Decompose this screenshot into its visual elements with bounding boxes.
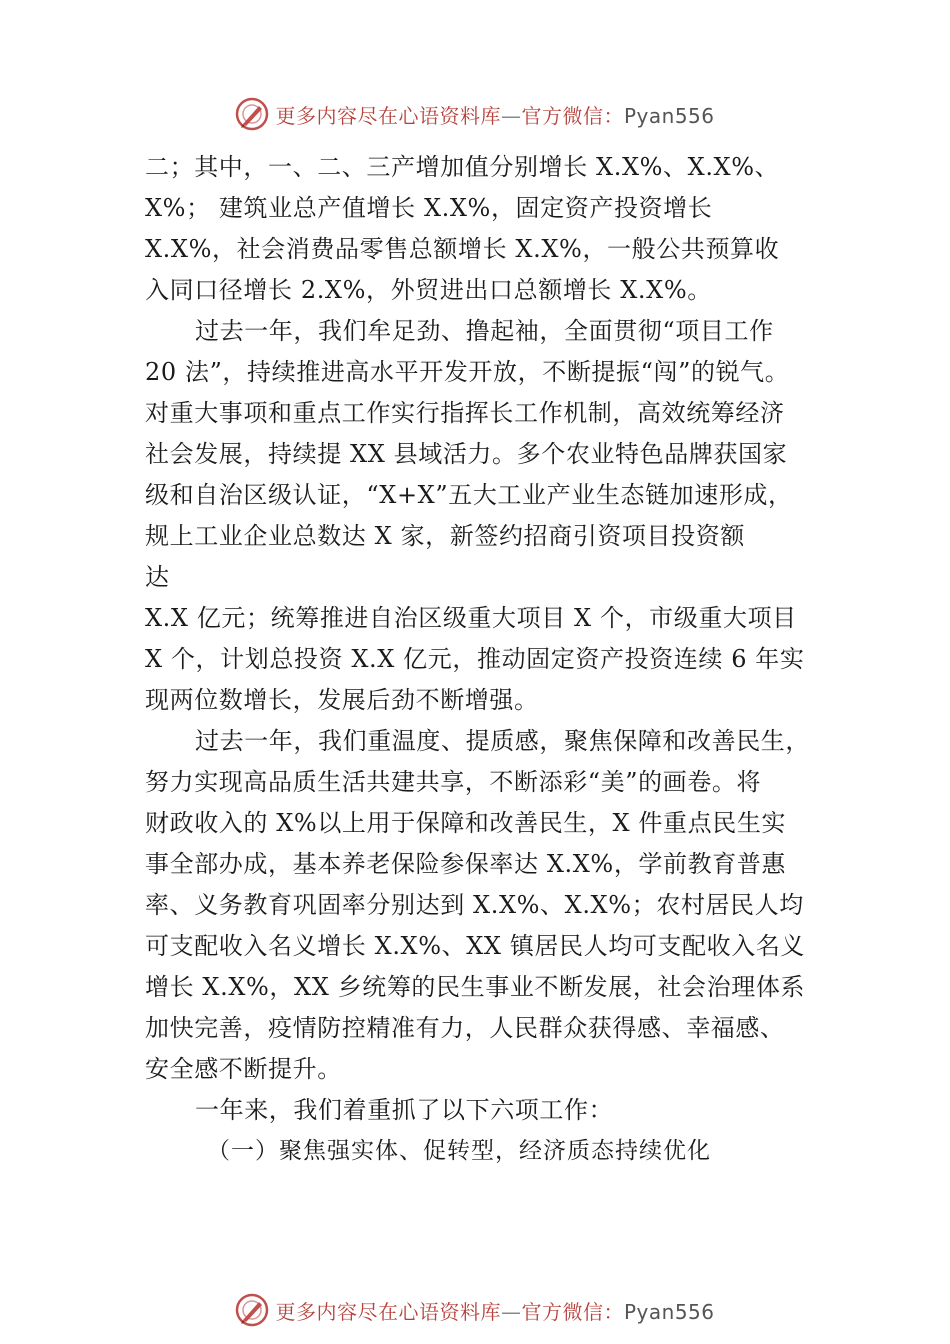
paragraph-line: X%； 建筑业总产值增长 X.X%，固定资产投资增长 — [145, 194, 713, 222]
footer-watermark-banner — [0, 1290, 950, 1330]
paragraph-line: 入同口径增长 2.X%，外贸进出口总额增长 X.X%。 — [145, 276, 712, 304]
paragraph-line: X.X%，社会消费品零售总额增长 X.X%，一般公共预算收 — [145, 235, 780, 263]
paragraph-line: 社会发展，持续提 XX 县域活力。多个农业特色品牌获国家 — [145, 440, 788, 468]
paragraph-line: 努力实现高品质生活共建共享，不断添彩“美”的画卷。将 — [145, 768, 762, 796]
paragraph-line: 20 法”，持续推进高水平开发开放，不断提振“闯”的锐气。 — [145, 358, 790, 386]
paragraph-line: 级和自治区级认证，“X+X”五大工业产业生态链加速形成， — [145, 481, 793, 509]
banner-wechat-label: 官方微信： — [521, 103, 624, 128]
paragraph-line: X 个，计划总投资 X.X 亿元，推动固定资产投资连续 6 年实 — [145, 645, 805, 673]
paragraph-line: 财政收入的 X%以上用于保障和改善民生，X 件重点民生实 — [145, 809, 787, 837]
paragraph-line: 过去一年，我们牟足劲、撸起袖，全面贯彻“项目工作 — [195, 317, 774, 345]
paragraph-line: 对重大事项和重点工作实行指挥长工作机制，高效统筹经济 — [145, 399, 785, 427]
paragraph-line: 可支配收入名义增长 X.X%、XX 镇居民人均可支配收入名义 — [145, 932, 806, 960]
paragraph-line: 一年来，我们着重抓了以下六项工作： — [195, 1096, 614, 1124]
paragraph-line: 规上工业企业总数达 X 家，新签约招商引资项目投资额 — [145, 522, 745, 550]
banner-separator: — — [500, 103, 522, 128]
header-watermark-banner — [0, 94, 950, 134]
paragraph-line: 现两位数增长，发展后劲不断增强。 — [145, 686, 539, 714]
paragraph-line: 增长 X.X%，XX 乡统筹的民生事业不断发展，社会治理体系 — [145, 973, 806, 1001]
pen-logo-icon — [235, 1293, 269, 1327]
paragraph-line: 二；其中，一、二、三产增加值分别增长 X.X%、X.X%、 — [145, 153, 780, 181]
paragraph-line: 安全感不断提升。 — [145, 1055, 342, 1083]
banner-text — [275, 100, 714, 129]
paragraph-line: 达 — [145, 563, 170, 591]
pen-logo-icon — [235, 97, 269, 131]
banner-wechat-id: Pyan556 — [623, 103, 715, 128]
banner-separator: — — [500, 1299, 522, 1324]
section-heading: （一）聚焦强实体、促转型，经济质态持续优化 — [207, 1138, 711, 1164]
banner-wechat-label: 官方微信： — [521, 1299, 624, 1324]
paragraph-line: X.X 亿元；统筹推进自治区级重大项目 X 个，市级重大项目 — [145, 604, 797, 632]
banner-title: 更多内容尽在心语资料库 — [275, 103, 501, 128]
banner-text — [275, 1296, 714, 1325]
document-body — [145, 147, 810, 1172]
banner-title: 更多内容尽在心语资料库 — [275, 1299, 501, 1324]
paragraph-line: 率、义务教育巩固率分别达到 X.X%、X.X%；农村居民人均 — [145, 891, 804, 919]
paragraph-line: 过去一年，我们重温度、提质感，聚焦保障和改善民生， — [195, 727, 810, 755]
banner-wechat-id: Pyan556 — [623, 1299, 715, 1324]
paragraph-line: 加快完善，疫情防控精准有力，人民群众获得感、幸福感、 — [145, 1014, 785, 1042]
paragraph-line: 事全部办成，基本养老保险参保率达 X.X%，学前教育普惠 — [145, 850, 787, 878]
